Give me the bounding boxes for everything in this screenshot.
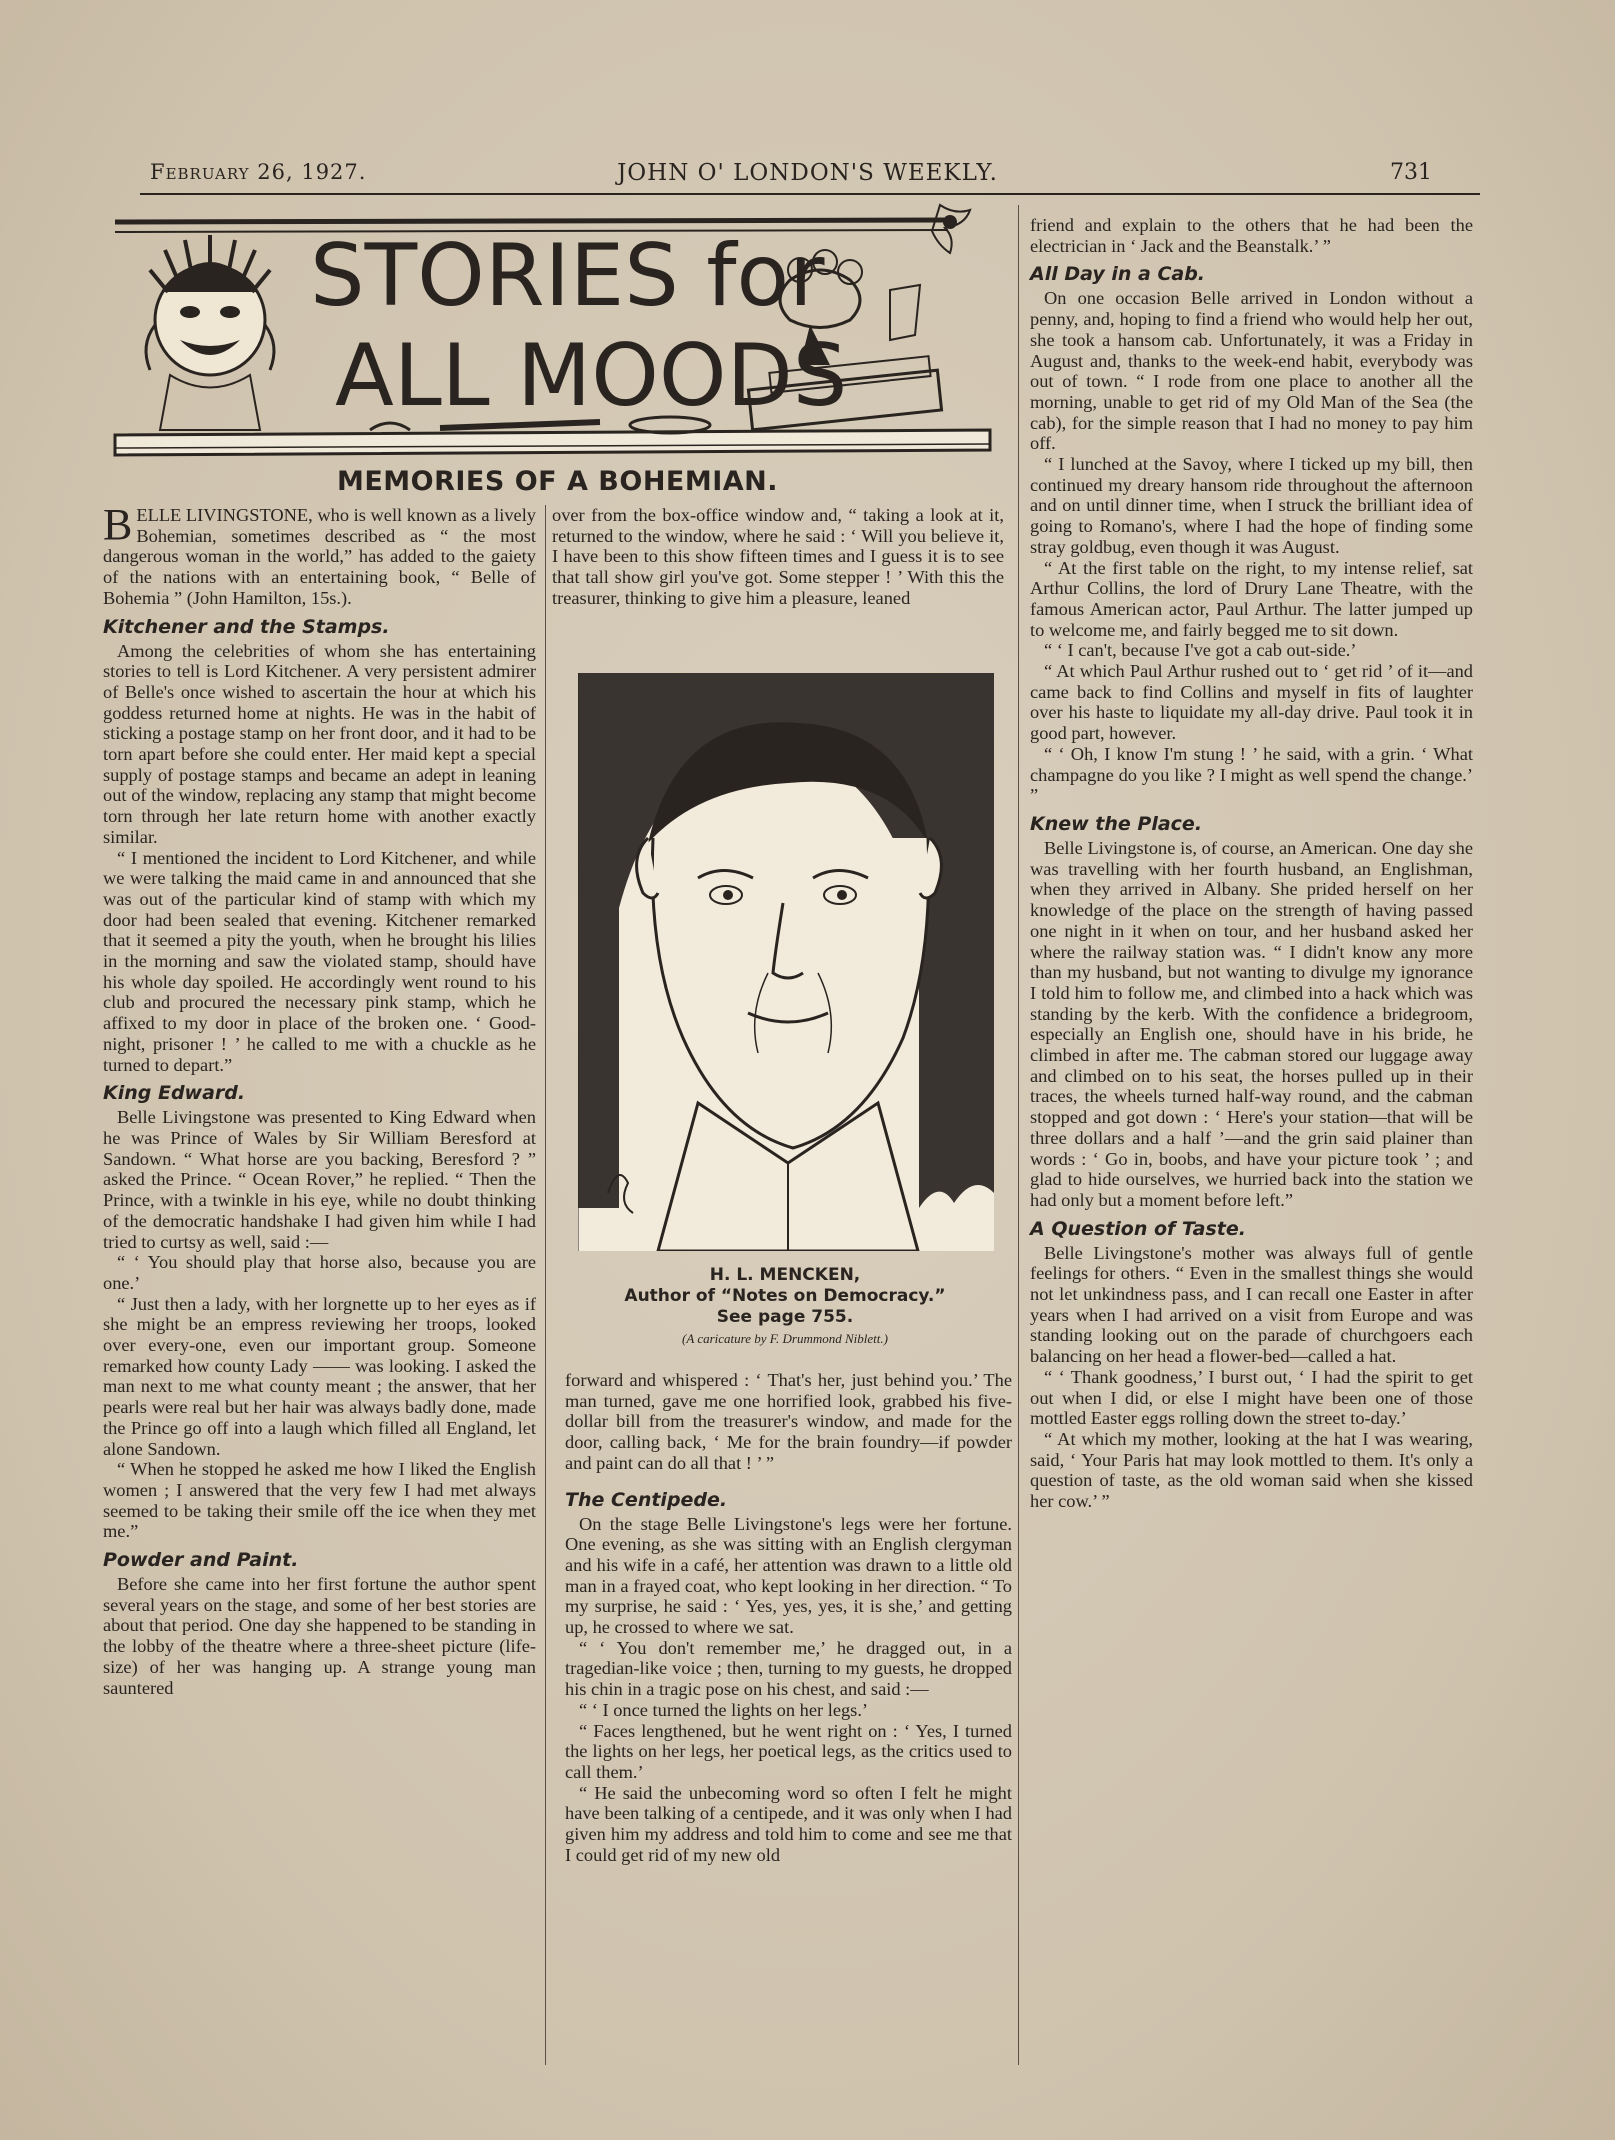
paragraph: “ At which Paul Arthur rushed out to ‘ get rid ’ of it—and came back to find Collins and myself in fits of laughter over his haste to liquidate my all-day drive. Paul took it in good part, however. xyxy=(1030,661,1473,744)
section-heading-all-day-in-a-cab: All Day in a Cab. xyxy=(1030,263,1206,286)
paragraph: “ When he stopped he asked me how I liked the English women ; I answered that the very few I had met always seemed to be taking their smile off the ice when they met me.” xyxy=(103,1459,536,1542)
header-date: February 26, 1927. xyxy=(150,160,367,184)
paragraph: friend and explain to the others that he had been the electrician in ‘ Jack and the Beanstalk.’ ” xyxy=(1030,215,1473,256)
paragraph: “ ‘ Thank goodness,’ I burst out, ‘ I had the spirit to get out when I did, or else I might have been one of those mottled Easter eggs rolling down the street to-day.’ xyxy=(1030,1366,1473,1429)
paragraph: “ Just then a lady, with her lorgnette up to her eyes as if she might be an empress reviewing her troops, looked over every-one, even our important group. Someone remarked how county Lady —— was looking. I asked the man next to me what county meant ; the answer, that her pearls were real but her hair was always badly done, made the Prince go off into a laugh which filled all England, let alone Sandown. xyxy=(103,1293,536,1459)
paragraph: “ ‘ You should play that horse also, because you are one.’ xyxy=(103,1252,536,1293)
paragraph: forward and whispered : ‘ That's her, just behind you.’ The man turned, gave me one horrified look, grabbed his five-dollar bill from the treasurer's window, and made for the door, calling back, ‘ Me for the brain foundry—if powder and paint can do all that ! ’ ” xyxy=(565,1370,1012,1473)
banner-line1: STORIES for xyxy=(310,226,825,326)
paragraph: Belle Livingstone is, of course, an American. One day she was travelling with her fourth husband, an Englishman, when they arrived in Albany. She prided herself on her knowledge of the place on the strength of having passed one night in it when on tour, and her husband asked her where the railway station was. “ I didn't know any more than my husband, but not wanting to divulge my ignorance I told him to follow me, and climbed into a hack which was standing by the kerb. With the confidence a bridegroom, especially an English one, should have in his bride, he climbed in after me. The cabman stored our luggage away and climbed on to his seat, the horses pulled up in their traces, the wheels turned half-way round, and the cabman stopped and got down : ‘ Here's your station—that will be three dollars and a half ’—and the grin said plainer than words : ‘ Go in, boobs, and have your picture took ’ ; and glad to hide ourselves, we hurried back into the station we had only but a moment before left.” xyxy=(1030,837,1473,1210)
paragraph: “ ‘ Oh, I know I'm stung ! ’ he said, with a grin. ‘ What champagne do you like ? I might as well spend the change.’ ” xyxy=(1030,743,1473,806)
section-heading-kitchener: Kitchener and the Stamps. xyxy=(103,615,390,638)
header-rule xyxy=(140,193,1480,195)
paragraph: “ I lunched at the Savoy, where I ticked up my bill, then continued my dreary hansom ride throughout the afternoon and on until dinner time, when I struck the brilliant idea of going to Romano's, where I had the hope of finding some stray goldbug, even though it was August. xyxy=(1030,454,1473,557)
paragraph: Among the celebrities of whom she has entertaining stories to tell is Lord Kitchener. A very persistent admirer of Belle's once wished to ascertain the hour at which his goddess returned home at nights. He was in the habit of sticking a postage stamp on her front door, and it had to be torn apart before she could enter. Her maid kept a special supply of postage stamps and became an adept in leaning out of the window, replacing any stamp that might become torn through her late return home with another exactly similar. xyxy=(103,640,536,847)
mencken-caricature xyxy=(578,673,994,1251)
paragraph: “ I mentioned the incident to Lord Kitchener, and while we were talking the maid came in and announced that she was out of the particular kind of stamp with which my door had been sealed that evening. Kitchener remarked that it seemed a pity the youth, when he brought his lilies in the morning and saw the violated stamp, should have his whole day spoiled. He accordingly went round to his club and procured the necessary pink stamp, which he affixed to my door in place of the broken one. ‘ Good-night, prisoner ! ’ he called to me with a chuckle as he turned to depart.” xyxy=(103,847,536,1075)
intro-paragraph: BELLE LIVINGSTONE, who is well known as a lively Bohemian, sometimes described as “ the most dangerous woman in the world,” has added to the gaiety of the nations with an entertaining book, “ Belle of Bohemia ” (John Hamilton, 15s.). xyxy=(103,500,536,608)
illustration-caption xyxy=(560,1265,1010,1349)
paragraph: Before she came into her first fortune the author spent several years on the stage, and some of her best stories are about that period. One day she happened to be standing in the lobby of the theatre where a three-sheet picture (life-size) of her was hanging up. A strange young man sauntered xyxy=(103,1574,536,1698)
column-3 xyxy=(1030,215,1473,1512)
paragraph: Belle Livingstone's mother was always full of gentle feelings for others. “ Even in the smallest things she would not let unkindness pass, and I can recall one Easter in after years when I had arrived on a visit from Europe and was standing looking out on the parade of churchgoers each balancing on her head a flower-bed—called a hat. xyxy=(1030,1242,1473,1367)
column-2-top xyxy=(552,505,1004,609)
paragraph: “ At which my mother, looking at the hat I was wearing, said, ‘ Your Paris hat may look mottled to them. It's only a question of taste, as the old woman said when she kissed her cow.’ ” xyxy=(1030,1428,1473,1512)
column-1 xyxy=(103,500,536,1698)
section-heading-knew-the-place: Knew the Place. xyxy=(1030,812,1203,835)
paragraph: On one occasion Belle arrived in London without a penny, and, hoping to find a friend who would help her out, she took a hansom cab. Unfortunately, it was a Friday in August and, thanks to the week-end habit, everybody was out of town. “ I rode from one place to another all the morning, unable to get rid of my Old Man of the Sea (the cab), for the simple reason that I had no money to pay him off. xyxy=(1030,288,1473,454)
paragraph: Belle Livingstone was presented to King Edward when he was Prince of Wales by Sir William Beresford at Sandown. “ What horse are you backing, Beresford ? ” asked the Prince. “ Ocean Rover,” he replied. “ Then the Prince, with a twinkle in his eye, while no doubt thinking of the democratic handshake I had given him while I had tried to curtsy as well, said :— xyxy=(103,1107,536,1252)
smiling-mask-drawing xyxy=(146,235,274,430)
caption-author-line: Author of “Notes on Democracy.” xyxy=(624,1286,946,1306)
article-title: MEMORIES OF A BOHEMIAN. xyxy=(336,466,779,497)
column-rule-left xyxy=(545,505,546,2065)
paragraph: over from the box-office window and, “ taking a look at it, returned to the window, where he said : ‘ Will you believe it, I have been to this show fifteen times and I guess it is to see that tall show girl you've got. Some stepper ! ’ With this the treasurer, thinking to give him a pleasure, leaned xyxy=(552,505,1004,608)
header-page-number: 731 xyxy=(1390,160,1432,185)
drop-cap: B xyxy=(103,500,133,549)
paragraph: “ Faces lengthened, but he went right on : ‘ Yes, I turned the lights on her legs, her poetical legs, as the critics used to call them.’ xyxy=(565,1720,1012,1782)
stories-for-all-moods-banner xyxy=(110,200,1005,458)
caption-credit: (A caricature by F. Drummond Niblett.) xyxy=(682,1331,888,1346)
section-heading-question-of-taste: A Question of Taste. xyxy=(1030,1217,1246,1240)
banner-line2: ALL MOODS xyxy=(335,326,848,426)
section-heading-powder-and-paint: Powder and Paint. xyxy=(103,1549,299,1572)
paragraph: “ ‘ I once turned the lights on her legs.’ xyxy=(579,1699,869,1720)
caption-name: H. L. MENCKEN, xyxy=(709,1265,861,1285)
section-heading-centipede: The Centipede. xyxy=(565,1488,728,1511)
header-publication-title: JOHN O' LONDON'S WEEKLY. xyxy=(617,160,998,186)
paragraph: “ ‘ You don't remember me,’ he dragged out, in a tragedian-like voice ; then, turning to my guests, he dropped his chin in a tragic pose on his chest, and said :— xyxy=(565,1637,1012,1700)
column-2-bottom xyxy=(565,1370,1012,1865)
paragraph: “ ‘ I can't, because I've got a cab out-side.’ xyxy=(1044,640,1357,661)
paragraph: On the stage Belle Livingstone's legs were her fortune. One evening, as she was sitting with an English clergyman and his wife in a café, her attention was drawn to a little old man in a frayed coat, who kept looking in her direction. “ To my surprise, he said : ‘ Yes, yes, yes, it is she,’ and getting up, he crossed to where we sat. xyxy=(565,1513,1012,1638)
paragraph: “ He said the unbecoming word so often I felt he might have been talking of a centipede, and it was only when I had given him my address and told him to come and see me that I could get rid of my new old xyxy=(565,1782,1012,1865)
paragraph: “ At the first table on the right, to my intense relief, sat Arthur Collins, the lord of Drury Lane Theatre, with the famous American actor, Paul Arthur. The latter jumped up to welcome me, and fairly begged me to sit down. xyxy=(1030,557,1473,640)
section-heading-king-edward: King Edward. xyxy=(103,1082,246,1105)
caption-page-ref: See page 755. xyxy=(716,1307,854,1327)
column-rule-right xyxy=(1018,205,1019,2065)
